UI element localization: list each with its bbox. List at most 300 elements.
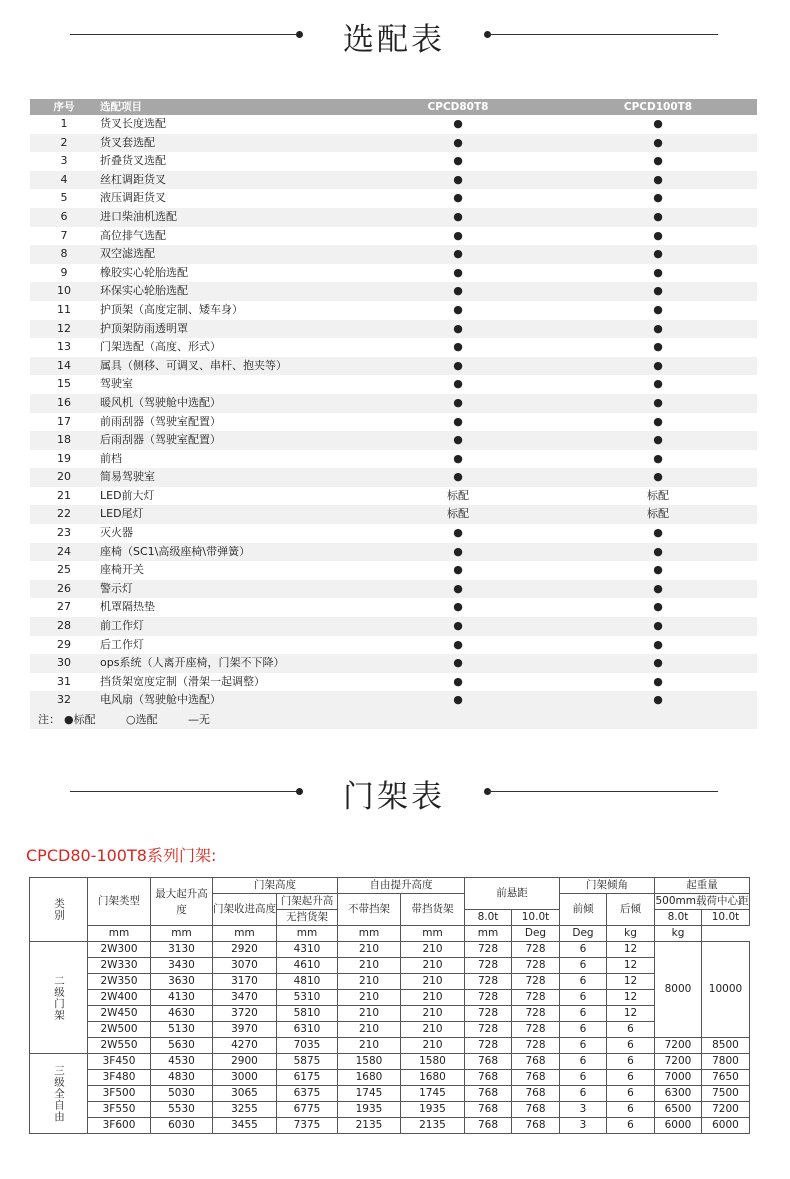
cell-o2: 768 — [512, 1086, 560, 1102]
options-row — [30, 580, 757, 599]
options-row — [30, 357, 757, 376]
cell-f1: 1680 — [338, 1070, 401, 1086]
cell-low: 3170 — [213, 974, 277, 990]
cell-f2: 210 — [401, 942, 465, 958]
cell-ext: 7035 — [277, 1038, 338, 1054]
options-title-text: 选配表 — [343, 22, 445, 58]
cell-cpcd100t8: ● — [653, 172, 663, 186]
cell-f2: 210 — [401, 1022, 465, 1038]
cell-o1: 728 — [465, 1038, 512, 1054]
header-load-center: 500mm载荷中心距 — [655, 894, 750, 910]
options-row — [30, 505, 757, 524]
cell-bk: 6 — [607, 1102, 655, 1118]
cell-item: 警示灯 — [100, 581, 133, 595]
cell-o2: 728 — [512, 974, 560, 990]
title-rule-right — [488, 34, 718, 35]
cell-lift: 4830 — [151, 1070, 213, 1086]
options-legend-note — [30, 710, 757, 729]
options-row — [30, 189, 757, 208]
cell-cpcd80t8: ● — [453, 247, 463, 261]
header-tilt: 门架倾角 — [560, 878, 655, 894]
header-tilt-forward: 前倾 — [560, 894, 607, 926]
header-cpcd100t8: CPCD100T8 — [623, 101, 693, 113]
mast-row — [30, 1102, 750, 1118]
cell-f2: 2135 — [401, 1118, 465, 1134]
cell-item: 后雨刮器（驾驶室配置） — [100, 433, 221, 447]
cell-o1: 728 — [465, 990, 512, 1006]
cell-no: 32 — [57, 693, 71, 707]
cell-fw: 6 — [560, 1006, 607, 1022]
header-no-backrest: 无挡货架 — [277, 910, 338, 926]
mast-row — [30, 1086, 750, 1102]
cell-type: 2W450 — [88, 1006, 151, 1022]
cell-o1: 728 — [465, 1022, 512, 1038]
header-item: 选配项目 — [100, 101, 142, 113]
cell-no: 29 — [57, 637, 71, 651]
cell-cpcd80t8: ● — [453, 228, 463, 242]
cell-cpcd100t8: ● — [653, 321, 663, 335]
cell-fw: 6 — [560, 942, 607, 958]
cell-c2: 6000 — [702, 1118, 750, 1134]
cell-item: 液压调距货叉 — [100, 191, 166, 205]
cell-item: 货叉长度选配 — [100, 117, 166, 130]
cell-cpcd80t8: ● — [453, 433, 463, 447]
cell-item: 橡胶实心轮胎选配 — [100, 265, 188, 279]
cell-cpcd80t8: ● — [453, 600, 463, 614]
cell-fw: 6 — [560, 974, 607, 990]
cell-type: 2W400 — [88, 990, 151, 1006]
options-row — [30, 617, 757, 636]
cell-f1: 210 — [338, 974, 401, 990]
cell-cpcd80t8: ● — [453, 693, 463, 707]
cell-no: 28 — [57, 619, 71, 633]
cell-type: 3F500 — [88, 1086, 151, 1102]
cell-item: 灭火器 — [100, 526, 133, 540]
cell-c1: 7200 — [655, 1054, 702, 1070]
cell-cpcd80t8: ● — [453, 451, 463, 465]
cell-item: 驾驶室 — [100, 377, 133, 391]
cell-c1: 6500 — [655, 1102, 702, 1118]
cell-ext: 6375 — [277, 1086, 338, 1102]
cell-low: 2900 — [213, 1054, 277, 1070]
cell-no: 10 — [57, 284, 71, 298]
cell-c2: 7800 — [702, 1054, 750, 1070]
cell-o2: 728 — [512, 1022, 560, 1038]
cell-type: 2W550 — [88, 1038, 151, 1054]
cell-f1: 210 — [338, 1022, 401, 1038]
cell-no: 30 — [57, 656, 71, 670]
cell-cpcd80t8: ● — [453, 619, 463, 633]
cell-cpcd80t8: ● — [453, 209, 463, 223]
cell-lift: 3630 — [151, 974, 213, 990]
cell-low: 3070 — [213, 958, 277, 974]
options-row — [30, 338, 757, 357]
cell-low: 3455 — [213, 1118, 277, 1134]
options-row — [30, 487, 757, 506]
cell-low: 3720 — [213, 1006, 277, 1022]
cell-ext: 6175 — [277, 1070, 338, 1086]
cell-cpcd80t8: 标配 — [447, 488, 469, 502]
cell-cpcd100t8: ● — [653, 395, 663, 409]
note-none: —无 — [188, 713, 210, 726]
cell-type: 3F550 — [88, 1102, 151, 1118]
cell-cpcd80t8: ● — [453, 674, 463, 688]
cell-cpcd100t8: ● — [653, 228, 663, 242]
cell-no: 31 — [57, 674, 71, 688]
cell-cpcd100t8: ● — [653, 265, 663, 279]
mast-row — [30, 1038, 750, 1054]
options-row — [30, 375, 757, 394]
options-row — [30, 394, 757, 413]
cell-cpcd100t8: ● — [653, 619, 663, 633]
cell-type: 3F480 — [88, 1070, 151, 1086]
header-overhang-8t: 8.0t — [465, 910, 512, 926]
cell-item: 折叠货叉选配 — [100, 154, 166, 168]
cell-no: 24 — [57, 544, 71, 558]
cell-f2: 210 — [401, 1006, 465, 1022]
cell-capacity-8t: 7200 — [655, 1038, 702, 1054]
cell-item: 环保实心轮胎选配 — [100, 284, 188, 298]
note-standard: ●标配 — [64, 713, 96, 726]
options-row — [30, 654, 757, 673]
cell-o2: 728 — [512, 958, 560, 974]
cell-lift: 4130 — [151, 990, 213, 1006]
cell-o2: 728 — [512, 990, 560, 1006]
cell-item: 前雨刮器（驾驶室配置） — [100, 414, 221, 428]
cell-lift: 5530 — [151, 1102, 213, 1118]
cell-item: 护顶架（高度定制、矮车身） — [100, 302, 243, 316]
cell-item: 简易驾驶室 — [100, 470, 155, 484]
cell-no: 13 — [57, 340, 71, 354]
cell-cpcd100t8: ● — [653, 191, 663, 205]
cell-lift: 6030 — [151, 1118, 213, 1134]
cell-o1: 768 — [465, 1086, 512, 1102]
cell-item: 高位排气选配 — [100, 228, 166, 242]
cell-no: 6 — [60, 209, 68, 223]
cell-cpcd100t8: ● — [653, 284, 663, 298]
mast-row — [30, 1006, 750, 1022]
cell-no: 4 — [60, 172, 68, 186]
cell-bk: 6 — [607, 1038, 655, 1054]
cell-fw: 6 — [560, 1038, 607, 1054]
cell-cpcd100t8: 标配 — [647, 507, 669, 521]
cell-o1: 728 — [465, 1006, 512, 1022]
cell-no: 17 — [57, 414, 71, 428]
cell-cpcd100t8: ● — [653, 544, 663, 558]
cell-cpcd80t8: ● — [453, 172, 463, 186]
mast-row — [30, 942, 750, 958]
cell-ext: 5310 — [277, 990, 338, 1006]
cell-f1: 2135 — [338, 1118, 401, 1134]
options-table — [30, 99, 757, 729]
cell-cpcd80t8: ● — [453, 191, 463, 205]
cell-f2: 1745 — [401, 1086, 465, 1102]
title-rule-left — [70, 791, 300, 792]
cell-cpcd80t8: ● — [453, 135, 463, 149]
cell-no: 21 — [57, 488, 71, 502]
options-row — [30, 301, 757, 320]
cell-no: 1 — [60, 117, 68, 130]
cell-no: 8 — [60, 247, 68, 261]
cell-cpcd80t8: ● — [453, 544, 463, 558]
header-category: 类别 — [30, 878, 88, 942]
cell-fw: 6 — [560, 1054, 607, 1070]
mast-table — [29, 877, 750, 1134]
cell-ext: 4810 — [277, 974, 338, 990]
cell-c2: 7200 — [702, 1102, 750, 1118]
unit-cell: kg — [655, 926, 702, 942]
cell-f2: 210 — [401, 990, 465, 1006]
cell-no: 15 — [57, 377, 71, 391]
header-overhang-10t: 10.0t — [512, 910, 560, 926]
cell-cpcd100t8: ● — [653, 581, 663, 595]
cell-no: 18 — [57, 433, 71, 447]
cell-type: 2W300 — [88, 942, 151, 958]
mast-row — [30, 1118, 750, 1134]
cell-cpcd80t8: ● — [453, 563, 463, 577]
cell-lift: 4630 — [151, 1006, 213, 1022]
options-row — [30, 524, 757, 543]
cell-bk: 6 — [607, 1070, 655, 1086]
options-row — [30, 673, 757, 692]
header-free-with-backrest: 带挡货架 — [401, 894, 465, 926]
options-table-header — [30, 99, 757, 115]
cell-bk: 6 — [607, 1054, 655, 1070]
cell-fw: 6 — [560, 958, 607, 974]
cell-type: 3F450 — [88, 1054, 151, 1070]
options-table-body — [30, 115, 757, 710]
cell-fw: 3 — [560, 1102, 607, 1118]
header-free-no-backrest: 不带挡架 — [338, 894, 401, 926]
cell-capacity-10t: 10000 — [702, 942, 750, 1038]
cell-c2: 7500 — [702, 1086, 750, 1102]
cell-f1: 1580 — [338, 1054, 401, 1070]
cell-o1: 728 — [465, 942, 512, 958]
mast-row — [30, 1022, 750, 1038]
cell-no: 9 — [60, 265, 68, 279]
cell-f2: 210 — [401, 958, 465, 974]
cell-ext: 5875 — [277, 1054, 338, 1070]
cell-fw: 6 — [560, 1022, 607, 1038]
cell-f1: 210 — [338, 942, 401, 958]
cell-ext: 6310 — [277, 1022, 338, 1038]
header-collapsed-height: 门架收进高度 — [213, 894, 277, 926]
cell-low: 3470 — [213, 990, 277, 1006]
cell-no: 22 — [57, 507, 71, 521]
cell-low: 3065 — [213, 1086, 277, 1102]
cell-cpcd100t8: ● — [653, 340, 663, 354]
mast-section-title — [0, 767, 790, 817]
cell-no: 12 — [57, 321, 71, 335]
unit-cell: mm — [151, 926, 213, 942]
cell-low: 3255 — [213, 1102, 277, 1118]
cell-f1: 210 — [338, 958, 401, 974]
cell-no: 23 — [57, 526, 71, 540]
options-row — [30, 227, 757, 246]
cell-item: LED前大灯 — [100, 488, 155, 502]
cell-cpcd100t8: ● — [653, 209, 663, 223]
cell-f2: 210 — [401, 1038, 465, 1054]
cell-item: ops系统（人离开座椅，门架不下降） — [100, 656, 285, 670]
cell-cpcd100t8: ● — [653, 693, 663, 707]
options-section-title — [0, 10, 790, 60]
cell-no: 11 — [57, 302, 71, 316]
cell-cpcd100t8: ● — [653, 526, 663, 540]
cell-bk: 12 — [607, 942, 655, 958]
cell-item: 双空滤选配 — [100, 247, 155, 261]
cell-type: 2W350 — [88, 974, 151, 990]
header-capacity-8t: 8.0t — [655, 910, 702, 926]
cell-cpcd80t8: ● — [453, 637, 463, 651]
cell-cpcd100t8: ● — [653, 563, 663, 577]
cell-item: 座椅（SC1\高级座椅\带弹簧） — [100, 544, 251, 558]
mast-row — [30, 974, 750, 990]
cell-ext: 5810 — [277, 1006, 338, 1022]
cell-o1: 768 — [465, 1118, 512, 1134]
mast-title-text: 门架表 — [343, 779, 445, 815]
options-row — [30, 413, 757, 432]
cell-type: 2W500 — [88, 1022, 151, 1038]
cell-cpcd100t8: ● — [653, 414, 663, 428]
cell-low: 3970 — [213, 1022, 277, 1038]
cell-f1: 210 — [338, 1006, 401, 1022]
cell-cpcd100t8: ● — [653, 470, 663, 484]
cell-item: 电风扇（驾驶舱中选配） — [100, 693, 221, 707]
header-capacity: 起重量 — [655, 878, 750, 894]
cell-no: 20 — [57, 470, 71, 484]
cell-o1: 768 — [465, 1070, 512, 1086]
cell-ext: 7375 — [277, 1118, 338, 1134]
cell-item: 座椅开关 — [100, 563, 144, 577]
cell-c1: 7000 — [655, 1070, 702, 1086]
cell-cpcd80t8: ● — [453, 117, 463, 130]
cell-no: 14 — [57, 358, 71, 372]
cell-f1: 1745 — [338, 1086, 401, 1102]
cell-no: 7 — [60, 228, 68, 242]
mast-row — [30, 990, 750, 1006]
mast-row — [30, 958, 750, 974]
cell-cpcd80t8: ● — [453, 526, 463, 540]
header-free-lift: 自由提升高度 — [338, 878, 465, 894]
unit-cell: mm — [213, 926, 277, 942]
cell-cpcd100t8: ● — [653, 433, 663, 447]
cell-low: 4270 — [213, 1038, 277, 1054]
cell-cpcd100t8: ● — [653, 154, 663, 168]
options-row — [30, 636, 757, 655]
cell-lift: 3430 — [151, 958, 213, 974]
options-row — [30, 264, 757, 283]
cell-bk: 12 — [607, 958, 655, 974]
cell-bk: 12 — [607, 1006, 655, 1022]
header-cpcd80t8: CPCD80T8 — [427, 101, 489, 113]
cell-item: LED尾灯 — [100, 507, 144, 521]
cell-cpcd80t8: ● — [453, 377, 463, 391]
cell-bk: 12 — [607, 990, 655, 1006]
cell-lift: 5630 — [151, 1038, 213, 1054]
cell-bk: 6 — [607, 1086, 655, 1102]
cell-no: 2 — [60, 135, 68, 149]
cell-c1: 6000 — [655, 1118, 702, 1134]
unit-cell: mm — [338, 926, 401, 942]
cell-cpcd100t8: ● — [653, 656, 663, 670]
cell-cpcd100t8: ● — [653, 637, 663, 651]
cell-cpcd100t8: ● — [653, 135, 663, 149]
cell-cpcd80t8: ● — [453, 414, 463, 428]
cell-c1: 6300 — [655, 1086, 702, 1102]
mast-series-title: CPCD80-100T8系列门架: — [26, 846, 217, 865]
cell-item: 前工作灯 — [100, 619, 144, 633]
units-row — [30, 926, 750, 942]
cell-item: 门架选配（高度、形式） — [100, 340, 221, 354]
cell-o2: 728 — [512, 1006, 560, 1022]
options-row — [30, 691, 757, 710]
cell-item: 进口柴油机选配 — [100, 209, 177, 223]
group-two-stage-label: 二级门架 — [30, 942, 88, 1054]
cell-cpcd100t8: ● — [653, 674, 663, 688]
cell-c2: 7650 — [702, 1070, 750, 1086]
cell-o1: 728 — [465, 958, 512, 974]
options-row — [30, 208, 757, 227]
cell-item: 属具（侧移、可调叉、串杆、抱夹等） — [100, 358, 287, 372]
cell-capacity-10t: 8500 — [702, 1038, 750, 1054]
cell-low: 2920 — [213, 942, 277, 958]
cell-cpcd80t8: ● — [453, 340, 463, 354]
cell-cpcd100t8: 标配 — [647, 488, 669, 502]
cell-f2: 1680 — [401, 1070, 465, 1086]
note-prefix: 注： — [38, 713, 60, 726]
cell-cpcd80t8: ● — [453, 395, 463, 409]
cell-ext: 6775 — [277, 1102, 338, 1118]
options-row — [30, 450, 757, 469]
cell-o1: 728 — [465, 974, 512, 990]
cell-item: 后工作灯 — [100, 637, 144, 651]
cell-cpcd80t8: ● — [453, 154, 463, 168]
cell-cpcd80t8: ● — [453, 581, 463, 595]
cell-type: 2W330 — [88, 958, 151, 974]
header-no: 序号 — [53, 101, 75, 113]
cell-no: 16 — [57, 395, 71, 409]
cell-cpcd80t8: ● — [453, 302, 463, 316]
cell-cpcd100t8: ● — [653, 358, 663, 372]
cell-item: 挡货架宽度定制（滑架一起调整） — [100, 674, 265, 688]
cell-cpcd100t8: ● — [653, 302, 663, 316]
cell-no: 27 — [57, 600, 71, 614]
cell-low: 3000 — [213, 1070, 277, 1086]
cell-cpcd100t8: ● — [653, 247, 663, 261]
cell-cpcd100t8: ● — [653, 451, 663, 465]
cell-f2: 210 — [401, 974, 465, 990]
options-row — [30, 468, 757, 487]
cell-capacity-8t: 8000 — [655, 942, 702, 1038]
cell-f1: 210 — [338, 990, 401, 1006]
unit-cell: mm — [88, 926, 151, 942]
mast-row — [30, 1070, 750, 1086]
cell-fw: 3 — [560, 1118, 607, 1134]
cell-cpcd80t8: ● — [453, 265, 463, 279]
cell-no: 5 — [60, 191, 68, 205]
title-rule-right — [488, 791, 718, 792]
cell-cpcd80t8: ● — [453, 656, 463, 670]
cell-cpcd80t8: ● — [453, 321, 463, 335]
unit-cell: mm — [465, 926, 512, 942]
header-mast-height: 门架高度 — [213, 878, 338, 894]
cell-ext: 4610 — [277, 958, 338, 974]
options-row — [30, 431, 757, 450]
cell-o1: 768 — [465, 1054, 512, 1070]
cell-no: 19 — [57, 451, 71, 465]
options-row — [30, 134, 757, 153]
cell-item: 暖风机（驾驶舱中选配） — [100, 395, 221, 409]
